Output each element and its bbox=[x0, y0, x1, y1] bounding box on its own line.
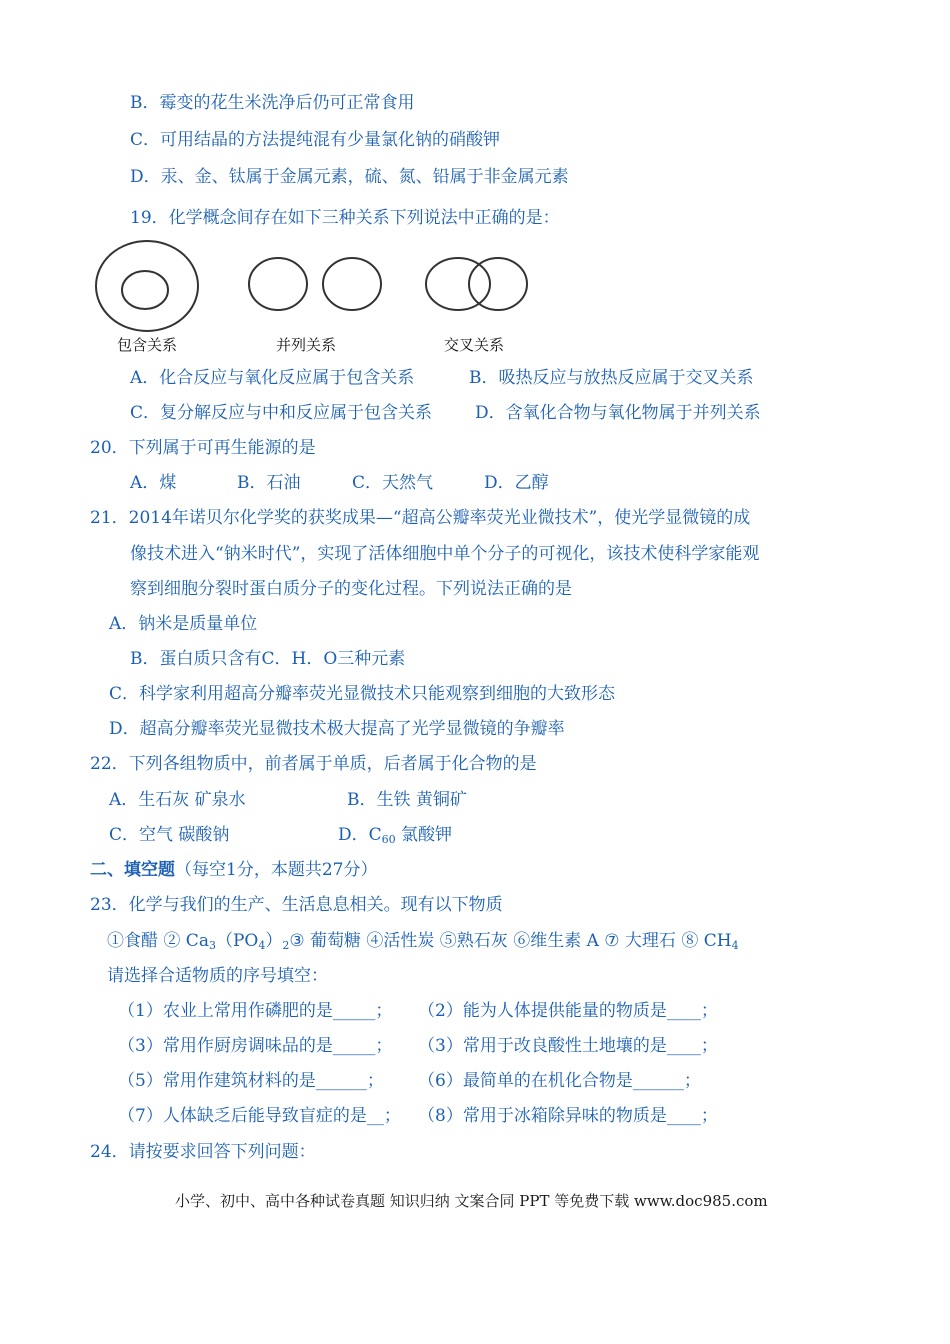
section2-note: （每空1分，本题共27分） bbox=[175, 860, 378, 880]
q19-option-c: C．复分解反应与中和反应属于包含关系 bbox=[130, 403, 433, 423]
q23-sub-4: 4 bbox=[258, 939, 266, 952]
q23-substances-part1: ①食醋 ② Ca bbox=[107, 931, 209, 951]
q22-option-d-suffix: 氯酸钾 bbox=[395, 825, 453, 845]
q22-option-b: B．生铁 黄铜矿 bbox=[347, 790, 467, 810]
q18-option-b: B．霉变的花生米洗净后仍可正常食用 bbox=[130, 93, 415, 113]
label-intersect: 交叉关系 bbox=[444, 336, 505, 354]
section2-title: 二、填空题 bbox=[90, 860, 175, 880]
q23-item8: （8）常用于冰箱除异味的物质是____； bbox=[418, 1106, 718, 1126]
q23-item7: （7）人体缺乏后能导致盲症的是__； bbox=[118, 1106, 401, 1126]
q23-sub-3: 3 bbox=[208, 939, 216, 952]
q22-option-d-subscript: 60 bbox=[381, 833, 396, 846]
parallel-left-circle bbox=[249, 258, 307, 310]
q23-substances-part3: ） bbox=[265, 931, 283, 951]
intersect-right-circle bbox=[469, 258, 527, 310]
q20-option-d: D．乙醇 bbox=[484, 473, 549, 493]
q23-item5: （5）常用作建筑材料的是______； bbox=[118, 1071, 384, 1091]
q23-sub-4b: 4 bbox=[731, 939, 739, 952]
q19-stem: 19．化学概念间存在如下三种关系下列说法中正确的是： bbox=[130, 208, 560, 228]
page-footer[interactable]: 小学、初中、高中各种试卷真题 知识归纳 文案合同 PPT 等免费下载 www.doc985.com bbox=[175, 1192, 768, 1210]
q23-item2: （2）能为人体提供能量的物质是____； bbox=[418, 1001, 718, 1021]
q23-stem: 23．化学与我们的生产、生活息息相关。现有以下物质 bbox=[90, 895, 503, 915]
q21-option-b: B．蛋白质只含有C．H．O三种元素 bbox=[130, 649, 406, 669]
q19-option-b: B．吸热反应与放热反应属于交叉关系 bbox=[469, 368, 754, 388]
q22-option-c: C．空气 碳酸钠 bbox=[109, 825, 230, 845]
q19-option-d: D．含氧化合物与氧化物属于并列关系 bbox=[475, 403, 761, 423]
containment-inner-circle bbox=[122, 271, 168, 309]
label-parallel: 并列关系 bbox=[276, 336, 337, 354]
q21-option-c: C．科学家利用超高分瓣率荧光显微技术只能观察到细胞的大致形态 bbox=[109, 684, 616, 704]
q20-stem: 20．下列属于可再生能源的是 bbox=[90, 438, 316, 458]
label-containment: 包含关系 bbox=[117, 336, 178, 354]
q21-option-d: D．超高分瓣率荧光显微技术极大提高了光学显微镜的争瓣率 bbox=[109, 719, 565, 739]
q19-option-a: A．化合反应与氧化反应属于包含关系 bbox=[130, 368, 415, 388]
q18-option-d: D．汞、金、钛属于金属元素，硫、氮、铅属于非金属元素 bbox=[130, 167, 569, 187]
intersect-left-circle bbox=[426, 258, 490, 310]
q20-option-a: A．煤 bbox=[130, 473, 177, 493]
q18-option-c: C．可用结晶的方法提纯混有少量氯化钠的硝酸钾 bbox=[130, 130, 501, 150]
parallel-right-circle bbox=[323, 258, 381, 310]
q23-item4: （3）常用于改良酸性土地壤的是____； bbox=[418, 1036, 718, 1056]
section2-heading bbox=[90, 859, 377, 881]
q21-line3: 察到细胞分裂时蛋白质分子的变化过程。下列说法正确的是 bbox=[130, 579, 572, 599]
q23-item3: （3）常用作厨房调味品的是_____； bbox=[118, 1036, 393, 1056]
containment-outer-circle bbox=[96, 241, 198, 331]
q21-line1: 21．2014年诺贝尔化学奖的获奖成果—“超高公瓣率荧光业微技术”，使光学显微镜的成 bbox=[90, 508, 751, 528]
q20-option-b: B．石油 bbox=[237, 473, 301, 493]
q20-option-c: C．天然气 bbox=[352, 473, 434, 493]
q23-sub-2: 2 bbox=[282, 939, 290, 952]
q22-stem: 22．下列各组物质中，前者属于单质，后者属于化合物的是 bbox=[90, 754, 537, 774]
q22-option-a: A．生石灰 矿泉水 bbox=[109, 790, 246, 810]
q23-item6: （6）最简单的在机化合物是______； bbox=[418, 1071, 701, 1091]
q24-stem: 24．请按要求回答下列问题： bbox=[90, 1142, 316, 1162]
q22-option-d bbox=[338, 824, 452, 851]
q21-line2: 像技术进入“钠米时代”，实现了活体细胞中单个分子的可视化，该技术使科学家能观 bbox=[130, 544, 760, 564]
q22-option-d-prefix: D．C bbox=[338, 825, 382, 845]
q23-instruction: 请选择合适物质的序号填空： bbox=[107, 966, 328, 986]
q23-substances-part4: ③ 葡萄糖 ④活性炭 ⑤熟石灰 ⑥维生素 A ⑦ 大理石 ⑧ CH bbox=[289, 931, 732, 951]
q23-substances bbox=[107, 930, 739, 957]
q23-substances-part2: （PO bbox=[215, 931, 259, 951]
q23-item1: （1）农业上常用作磷肥的是_____； bbox=[118, 1001, 393, 1021]
q21-option-a: A．钠米是质量单位 bbox=[109, 614, 258, 634]
